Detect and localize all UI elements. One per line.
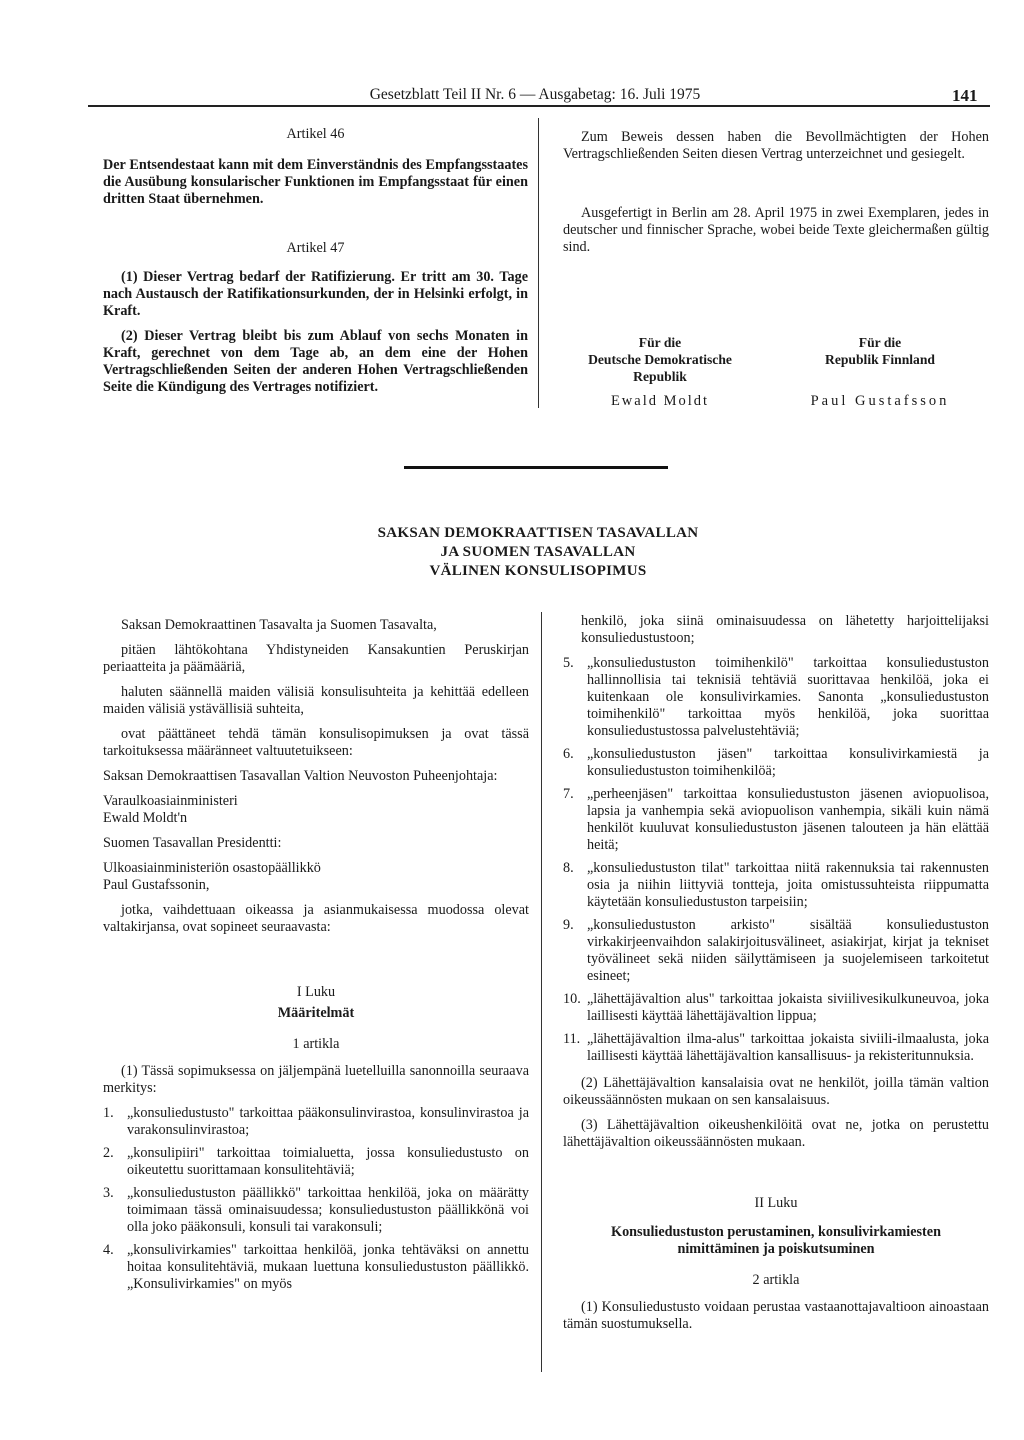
column-divider-bottom: [541, 612, 542, 1372]
definition-text: „lähettäjävaltion alus" tarkoittaa jokaista siviilivesikulkuneuvoa, joka laillisesti käyttää lähettäjävaltion lippua;: [587, 991, 989, 1024]
signature-block-finland: [790, 334, 970, 410]
definition-item: [103, 1145, 529, 1179]
definition-text: „konsuliedustuston toimihenkilö" tarkoittaa konsuliedustuston hallinnollisia tai teknisiä tehtäviä suorittavaa henkilöä, joka ei kuitenkaan ole konsulivirkamies. Sanonta „konsuliedustuston toimihenkilö" tarkoittaa myös henkilöä, joka suorittaa konsuliedustustossa palvelustehtäviä;: [587, 655, 989, 739]
sig-gdr-line-3: Republik: [633, 369, 687, 384]
definitions-list-right: [563, 655, 989, 1065]
sig-fi-line-1: Für die: [858, 335, 902, 350]
column-divider-top: [538, 118, 539, 408]
sig-fi-name: Paul Gustafsson: [810, 393, 950, 409]
definition-number: 2.: [103, 1145, 114, 1161]
definition-text: „perheenjäsen" tarkoittaa konsuliedustuston jäsenen aviopuolisoa, lapsia ja vanhempia sekä aviopuolison vanhempia, sikäli kuin nämä henkilöt kuuluvat konsuliedustuston jäsenen talouteen ja hän elättää heitä;: [587, 786, 989, 853]
definition-number: 4.: [103, 1242, 114, 1258]
definition-number: 1.: [103, 1105, 114, 1121]
definition-item: [563, 655, 989, 740]
plenipotentiary-fi-name: Paul Gustafssonin,: [103, 877, 210, 893]
definition-number: 9.: [563, 917, 574, 933]
definition-item: [103, 1185, 529, 1236]
definition-text: „konsuliedustusto" tarkoittaa pääkonsulinvirastoa, konsulinvirastoa ja varakonsulinvirastoa;: [127, 1105, 529, 1138]
running-header: Gesetzblatt Teil II Nr. 6 — Ausgabetag: 16. Juli 1975: [369, 86, 701, 103]
definition-item: [563, 991, 989, 1025]
article-1-para-2: (2) Lähettäjävaltion kansalaisia ovat ne henkilöt, joilla tämän valtion oikeussäännösten mukaan on sen kansalaisuus.: [563, 1075, 989, 1108]
definition-item: [563, 860, 989, 911]
definition-item: [563, 1031, 989, 1065]
sig-fi-line-2: Republik Finnland: [825, 352, 935, 367]
plenipotentiary-fi-rank: Ulkoasiainministeriön osastopäällikkö: [103, 860, 321, 876]
definition-item: [563, 746, 989, 780]
title-line-3: VÄLINEN KONSULISOPIMUS: [429, 563, 647, 579]
plenipotentiary-gdr-title: Saksan Demokraattisen Tasavallan Valtion Neuvoston Puheenjohtaja:: [103, 768, 498, 784]
chapter-1-title: Määritelmät: [277, 1005, 355, 1021]
finnish-treaty-title: [300, 524, 776, 581]
plenipotentiary-gdr-rank: Varaulkoasiainministeri: [103, 793, 238, 809]
definition-item: [103, 1242, 529, 1293]
definition-number: 7.: [563, 786, 574, 802]
article-2-para-1: (1) Konsuliedustusto voidaan perustaa vastaanottajavaltioon ainoastaan tämän suostumuksella.: [563, 1299, 989, 1332]
definition-item: [563, 917, 989, 985]
section-separator: [404, 466, 668, 469]
plenipotentiary-gdr-name: Ewald Moldt'n: [103, 810, 188, 826]
definition-text: „lähettäjävaltion ilma-alus" tarkoittaa jokaista siviili-ilmaalusta, joka laillisesti käyttää lähettäjävaltion kansallisuus- ja rekisteritunnuksia.: [587, 1031, 989, 1064]
definitions-list-left: [103, 1105, 529, 1293]
article-47-heading: Artikel 47: [286, 240, 345, 256]
chapter-2-title: Konsuliedustuston perustaminen, konsulivirkamiesten nimittäminen ja poiskutsuminen: [611, 1224, 941, 1257]
definition-number: 10.: [563, 991, 581, 1007]
definition-item: [563, 786, 989, 854]
sig-gdr-name: Ewald Moldt: [610, 393, 710, 409]
plenipotentiary-fi-title: Suomen Tasavallan Presidentti:: [103, 835, 282, 851]
article-1-heading: 1 artikla: [292, 1036, 340, 1052]
definition-number: 6.: [563, 746, 574, 762]
sig-gdr-line-2: Deutsche Demokratische: [588, 352, 732, 367]
definition-text: „konsuliedustuston päällikkö" tarkoittaa henkilöä, joka on määrätty toimimaan tässä ominaisuudessa; konsuliedustuston päällikkönä voi olla joko pääkonsuli, konsuli tai varakonsuli;: [127, 1185, 529, 1235]
definition-number: 3.: [103, 1185, 114, 1201]
preamble-un-charter: pitäen lähtökohtana Yhdistyneiden Kansakuntien Peruskirjan periaatteita ja päämääriä,: [103, 642, 529, 675]
definition-item: [103, 1105, 529, 1139]
title-line-2: JA SUOMEN TASAVALLAN: [440, 544, 636, 560]
chapter-2-heading: II Luku: [754, 1195, 798, 1211]
finnish-left-column: [103, 617, 529, 1299]
definition-text: „konsulipiiri" tarkoittaa toimialuetta, jossa konsuliedustusto on oikeutettu suorittamaan konsulitehtäviä;: [127, 1145, 529, 1178]
article-47-para-2: (2) Dieser Vertrag bleibt bis zum Ablauf von sechs Monaten in Kraft, gerechnet von dem Tage ab, an dem eine der Hohen Vertragschließenden Seiten der anderen Hohen Vertragschließenden Seite die Kündigung des Vertrages notifiziert.: [103, 328, 528, 395]
definition-number: 8.: [563, 860, 574, 876]
witness-clause: Zum Beweis dessen haben die Bevollmächtigten der Hohen Vertragschließenden Seiten diesen Vertrag unterzeichnet und gesiegelt.: [563, 129, 989, 162]
definition-text: „konsuliedustuston tilat" tarkoittaa niitä rakennuksia tai rakennusten osia ja niihin liittyviä tontteja, joita omistussuhteista riippumatta käytetään konsuliedustuston tarpeisiin;: [587, 860, 989, 910]
signature-block-gdr: [562, 334, 758, 410]
german-left-column: [103, 126, 528, 404]
title-line-1: SAKSAN DEMOKRAATTISEN TASAVALLAN: [377, 525, 699, 541]
header-rule: [88, 105, 990, 107]
sig-gdr-line-1: Für die: [638, 335, 682, 350]
page-number: 141: [952, 86, 978, 105]
preamble-decided: ovat päättäneet tehdä tämän konsulisopimuksen ja ovat tässä tarkoituksessa määränneet valtuutetuikseen:: [103, 726, 529, 759]
chapter-1-heading: I Luku: [296, 984, 336, 1000]
preamble-relations: haluten säännellä maiden välisiä konsulisuhteita ja kehittää edelleen maiden välisiä ystävällisiä suhteita,: [103, 684, 529, 717]
german-right-column: [563, 129, 989, 264]
definition-number: 11.: [563, 1031, 581, 1047]
definition-number: 5.: [563, 655, 574, 671]
done-at-clause: Ausgefertigt in Berlin am 28. April 1975 in zwei Exemplaren, jedes in deutscher und finnischer Sprache, wobei beide Texte gleichermaßen gültig sind.: [563, 205, 989, 255]
definition-4-continued: henkilö, joka siinä ominaisuudessa on lähetetty harjoittelijaksi konsuliedustustoon;: [581, 613, 989, 646]
definition-text: „konsulivirkamies" tarkoittaa henkilöä, jonka tehtäväksi on annettu hoitaa konsulitehtäviä, mukaan luettuna konsuliedustuston päällikkö. „Konsulivirkamies" on myös: [127, 1242, 529, 1292]
article-1-para-3: (3) Lähettäjävaltion oikeushenkilöitä ovat ne, jotka on perustettu lähettäjävaltion oikeussäännösten mukaan.: [563, 1117, 989, 1150]
definition-text: „konsuliedustuston jäsen" tarkoittaa konsulivirkamiestä ja konsuliedustuston toimihenkilöä;: [587, 746, 989, 779]
article-47-para-1: (1) Dieser Vertrag bedarf der Ratifizierung. Er tritt am 30. Tage nach Austausch der Ratifikationsurkunden, der in Helsinki erfolgt, in Kraft.: [103, 269, 528, 319]
article-2-heading: 2 artikla: [752, 1272, 800, 1288]
article-46-heading: Artikel 46: [286, 126, 345, 142]
definition-text: „konsuliedustuston arkisto" sisältää konsuliedustuston virkakirjeenvaihdon salakirjoitusvälineet, asiakirjat, kirjat ja tekniset työvälineet sekä niiden säilyttämiseen ja suojelemiseen tarkoitetut esineet;: [587, 917, 989, 984]
article-46-text: Der Entsendestaat kann mit dem Einverständnis des Empfangsstaates die Ausübung konsularischer Funktionen im Empfangsstaat für einen dritten Staat übernehmen.: [103, 157, 528, 207]
article-1-intro: (1) Tässä sopimuksessa on jäljempänä luetelluilla sanonnoilla seuraava merkitys:: [103, 1063, 529, 1096]
preamble-parties: Saksan Demokraattinen Tasavalta ja Suomen Tasavalta,: [121, 617, 437, 633]
finnish-right-column: [563, 613, 989, 1341]
preamble-agreed: jotka, vaihdettuaan oikeassa ja asianmukaisessa muodossa olevat valtakirjansa, ovat sopineet seuraavasta:: [103, 902, 529, 935]
